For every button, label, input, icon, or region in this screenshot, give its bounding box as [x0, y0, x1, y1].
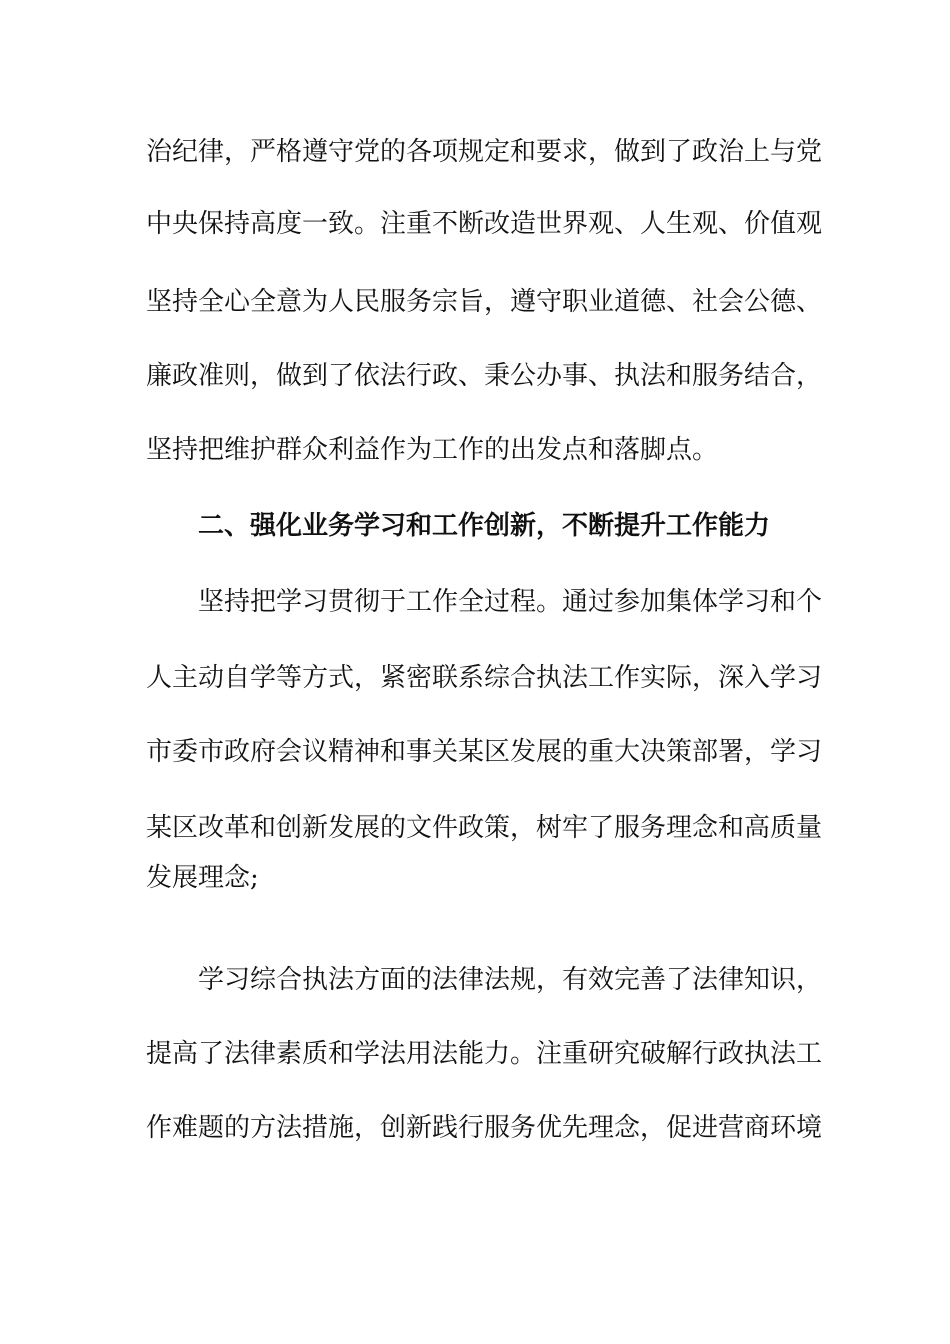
- para1-line-5: 坚持把维护群众利益作为工作的出发点和落脚点。: [146, 435, 719, 465]
- para1-line-2: 中央保持高度一致。注重不断改造世界观、人生观、价值观: [146, 209, 823, 239]
- section-heading-2: 二、强化业务学习和工作创新，不断提升工作能力: [198, 511, 771, 541]
- para2-line-1: 坚持把学习贯彻于工作全过程。通过参加集体学习和个: [198, 587, 823, 617]
- para1-line-4: 廉政准则，做到了依法行政、秉公办事、执法和服务结合，: [146, 361, 823, 391]
- para2-line-3: 市委市政府会议精神和事关某区发展的重大决策部署，学习: [146, 737, 823, 767]
- para2-line-4: 某区改革和创新发展的文件政策，树牢了服务理念和高质量: [146, 813, 823, 843]
- para1-line-1: 治纪律，严格遵守党的各项规定和要求，做到了政治上与党: [146, 137, 823, 167]
- para2-line-5: 发展理念;: [146, 863, 259, 893]
- para3-line-2: 提高了法律素质和学法用法能力。注重研究破解行政执法工: [146, 1039, 823, 1069]
- para1-line-3: 坚持全心全意为人民服务宗旨，遵守职业道德、社会公德、: [146, 287, 823, 317]
- para2-line-2: 人主动自学等方式，紧密联系综合执法工作实际，深入学习: [146, 663, 823, 693]
- para3-line-3: 作难题的方法措施，创新践行服务优先理念，促进营商环境: [146, 1113, 823, 1143]
- para3-line-1: 学习综合执法方面的法律法规，有效完善了法律知识，: [198, 965, 823, 995]
